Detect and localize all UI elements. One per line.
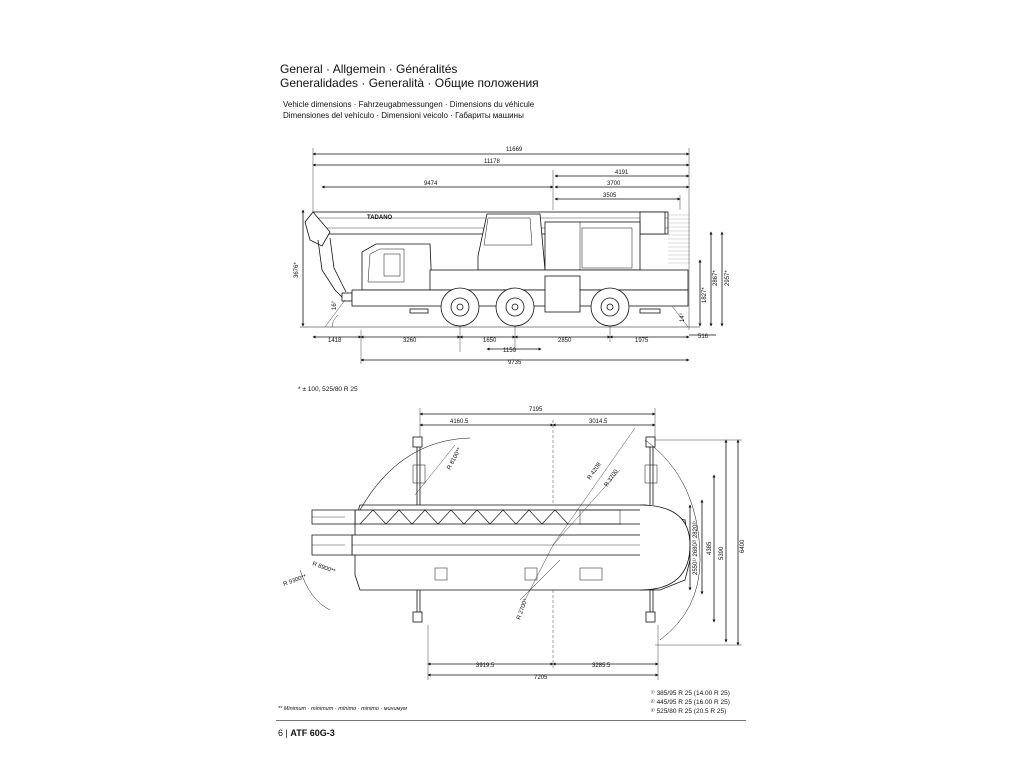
dim-axle-gap: 1150 [503,348,516,354]
section-subtitle-line2: Dimensiones del vehículo · Dimensioni veicolo · Габариты машины [283,111,524,120]
dim-width-6400: 6400 [740,539,746,553]
dim-top-3014: 3014.5 [589,419,608,425]
footer-separator: | [285,728,291,738]
dim-radius-4208: R 4208 [586,461,603,482]
dim-radius-2700: R 2700* [516,598,530,621]
dim-radius-8900: R 8900** [311,561,336,576]
dim-height-2867: 2867* [713,270,719,286]
dim-width-2550: 2550¹⁾ 2680²⁾ 2820³⁾ [693,521,699,575]
tyre-footnote-3: ³⁾ 525/80 R 25 (20.5 R 25) [651,708,727,715]
dim-bottom-3919: 3919.5 [476,663,495,669]
dim-wheelbase-3: 2850 [558,338,572,344]
dim-length-2: 11178 [484,159,500,165]
dim-chassis-length: 9735 [508,360,522,366]
page-title-line1: General · Allgemein · Généralités [280,62,458,76]
side-view-drawing [300,148,722,364]
dim-height-1827: 1827* [702,287,708,303]
dim-front-to-axle: 9474 [424,181,438,187]
tolerance-note: * ± 100, 525/80 R 25 [298,386,358,393]
footer-divider [276,720,746,721]
dim-approach-angle: 16° [332,300,338,310]
dim-width-5390: 5390 [719,546,725,560]
page-footer [278,728,335,738]
dim-width-4385: 4385 [707,541,713,555]
model-name: ATF 60G-3 [290,728,335,738]
dim-height-2957: 2957* [725,270,731,286]
dim-radius-9300: R 9300** [282,574,308,588]
tyre-footnotes [651,689,730,716]
dim-overall-length: 11669 [506,147,523,153]
footnote-minimum: ** Minimum · minimum · mínimo · minimo · минимум [278,706,407,712]
dim-wheelbase-2: 1650 [483,338,497,344]
dim-height: 3676* [294,262,300,278]
dim-radius-3700: R 3700 [603,468,620,489]
dim-bottom-3285: 3285.5 [592,663,611,669]
section-subtitle-line1: Vehicle dimensions · Fahrzeugabmessungen · Dimensions du véhicule [283,100,535,109]
dim-rear-3505: 3505 [603,193,617,199]
dim-radius-8100: R 8100** [446,446,464,471]
page-title-line2: Generalidades · Generalità · Общие положения [280,76,539,90]
brand-label: TADANO [367,215,393,221]
tyre-footnote-2: ²⁾ 445/95 R 25 (16.00 R 25) [651,699,730,706]
dim-rear-4191: 4191 [615,170,629,176]
dim-bottom-7205: 7205 [534,675,548,681]
dim-top-7195: 7195 [529,407,543,413]
dim-wheelbase-4: 1975 [635,338,649,344]
tyre-footnote-1: ¹⁾ 385/95 R 25 (14.00 R 25) [651,690,730,697]
dim-top-4160: 4160.5 [450,419,469,425]
dim-departure-angle: 14° [680,312,686,322]
dim-front-overhang: 1418 [328,338,342,344]
dim-rear-3700: 3700 [607,181,621,187]
top-view-drawing [300,408,742,680]
dim-wheelbase-1: 3260 [403,338,417,344]
page-number: 6 [278,728,284,738]
dim-rear-overhang: 516 [698,334,709,340]
